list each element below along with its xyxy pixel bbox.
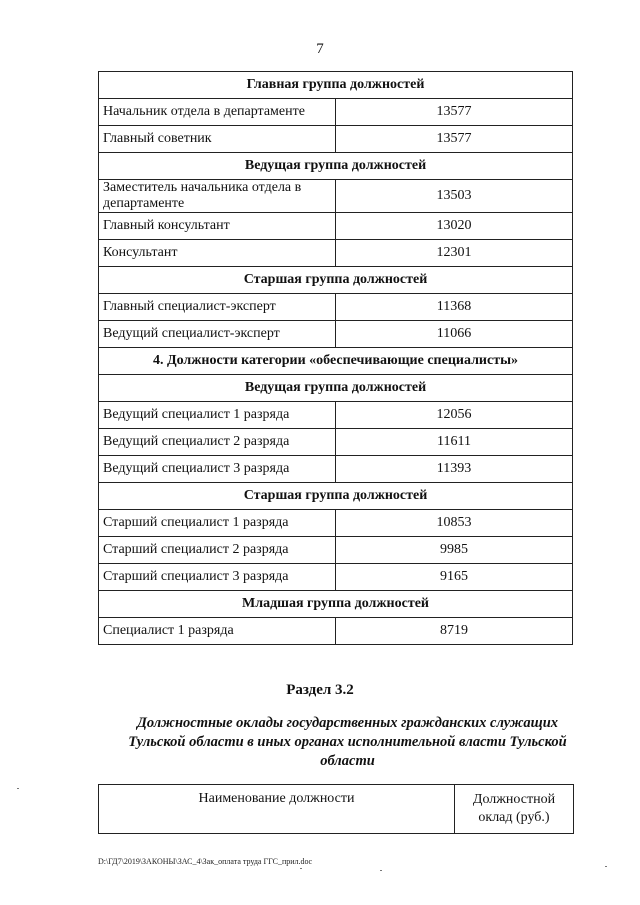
group-header-row [99, 591, 573, 618]
salary-value: 9985 [336, 537, 573, 564]
salary-table [98, 71, 573, 645]
scan-speck [17, 788, 19, 789]
group-header-label: Главная группа должностей [99, 72, 573, 99]
table-row [99, 126, 573, 153]
position-name: Старший специалист 3 разряда [99, 564, 336, 591]
header-position-name: Наименование должности [99, 785, 455, 834]
salary-value: 12056 [336, 402, 573, 429]
position-name: Ведущий специалист 2 разряда [99, 429, 336, 456]
group-header-row [99, 267, 573, 294]
salary-value: 9165 [336, 564, 573, 591]
header-salary [455, 785, 574, 834]
position-name: Заместитель начальника отдела в департаменте [99, 180, 336, 213]
position-name: Главный советник [99, 126, 336, 153]
table-row [99, 402, 573, 429]
position-name: Начальник отдела в департаменте [99, 99, 336, 126]
table-row [99, 99, 573, 126]
section-title: Раздел 3.2 [286, 682, 354, 698]
position-name: Консультант [99, 240, 336, 267]
table-row [99, 456, 573, 483]
header-row [99, 785, 574, 834]
salary-value: 13577 [336, 126, 573, 153]
header-salary-line2: оклад (руб.) [478, 810, 550, 825]
table-row [99, 213, 573, 240]
header-salary-line1: Должностной [472, 792, 556, 807]
position-name: Ведущий специалист 1 разряда [99, 402, 336, 429]
salary-value: 13020 [336, 213, 573, 240]
salary-table-body [99, 72, 573, 645]
group-header-label: Ведущая группа должностей [99, 153, 573, 180]
position-name: Старший специалист 2 разряда [99, 537, 336, 564]
table-row [99, 564, 573, 591]
salary-value: 12301 [336, 240, 573, 267]
footer-file-path: D:\ГД7\2019\ЗАКОНЫ\ЗАС_4\Зак_оплата труда ГГС_прил.doc [98, 857, 313, 866]
group-header-label: Старшая группа должностей [99, 483, 573, 510]
group-header-label: Старшая группа должностей [99, 267, 573, 294]
group-header-row [99, 483, 573, 510]
salary-value: 13577 [336, 99, 573, 126]
group-header-row [99, 375, 573, 402]
salary-value: 11066 [336, 321, 573, 348]
table-row [99, 510, 573, 537]
position-name: Ведущий специалист 3 разряда [99, 456, 336, 483]
group-header-row [99, 72, 573, 99]
position-name: Главный специалист-эксперт [99, 294, 336, 321]
table-row [99, 294, 573, 321]
table-row [99, 321, 573, 348]
page-number: 7 [316, 41, 324, 57]
scan-speck [380, 870, 382, 871]
scan-speck [605, 866, 607, 867]
group-header-label: Ведущая группа должностей [99, 375, 573, 402]
table-row [99, 180, 573, 213]
salary-value: 11611 [336, 429, 573, 456]
table-row [99, 240, 573, 267]
group-header-label: 4. Должности категории «обеспечивающие специалисты» [99, 348, 573, 375]
table-row [99, 429, 573, 456]
header-table [98, 784, 574, 834]
section-subtitle: Должностные оклады государственных гражданских служащих Тульской области в иных органах исполнительной власти Тульской области [128, 715, 567, 769]
salary-value: 11368 [336, 294, 573, 321]
table-row [99, 537, 573, 564]
position-name: Главный консультант [99, 213, 336, 240]
scan-speck [300, 868, 302, 869]
position-name: Специалист 1 разряда [99, 618, 336, 645]
salary-value: 10853 [336, 510, 573, 537]
salary-value: 11393 [336, 456, 573, 483]
salary-value: 13503 [336, 180, 573, 213]
group-header-row [99, 153, 573, 180]
table-row [99, 618, 573, 645]
salary-value: 8719 [336, 618, 573, 645]
group-header-row [99, 348, 573, 375]
group-header-label: Младшая группа должностей [99, 591, 573, 618]
position-name: Старший специалист 1 разряда [99, 510, 336, 537]
position-name: Ведущий специалист-эксперт [99, 321, 336, 348]
